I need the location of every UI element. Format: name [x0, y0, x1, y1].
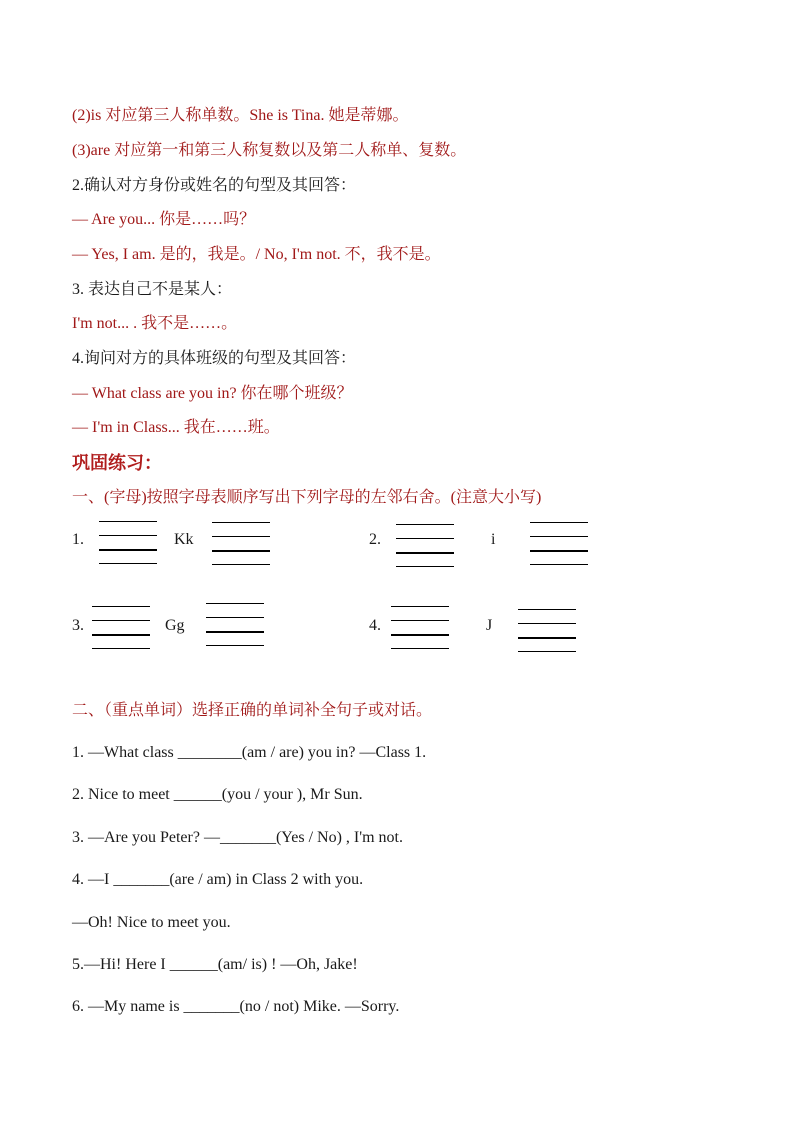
question-2: 2. Nice to meet ______(you / your ), Mr Sun.	[72, 786, 363, 803]
practice-title: 巩固练习：	[72, 453, 162, 473]
letter-item-number: 2.	[369, 531, 381, 548]
note-is-third-person: (2)is 对应第三人称单数。She is Tina. 她是蒂娜。	[72, 107, 409, 124]
answer-blank[interactable]	[391, 606, 449, 650]
heading-confirm-identity: 2.确认对方身份或姓名的句型及其回答：	[72, 177, 357, 194]
answer-blank[interactable]	[92, 606, 150, 650]
letter-item-number: 3.	[72, 617, 84, 634]
given-letter: J	[486, 617, 493, 634]
answer-blank[interactable]	[530, 522, 588, 566]
question-1: 1. —What class ________(am / are) you in? —Class 1.	[72, 744, 427, 761]
letter-item-number: 4.	[369, 617, 381, 634]
heading-not-someone: 3. 表达自己不是某人：	[72, 281, 233, 298]
question-5: 5.—Hi! Here I ______(am/ is) ! —Oh, Jake!	[72, 956, 358, 973]
answer-blank[interactable]	[518, 609, 576, 653]
pattern-yes-no-answer: — Yes, I am. 是的，我是。/ No, I'm not. 不，我不是。	[72, 246, 441, 263]
given-letter: i	[491, 531, 496, 548]
answer-blank[interactable]	[99, 521, 157, 565]
letter-item-number: 1.	[72, 531, 84, 548]
pattern-im-not: I'm not... . 我不是……。	[72, 315, 238, 332]
section1-title: 一、(字母)按照字母表顺序写出下列字母的左邻右舍。(注意大小写)	[72, 489, 542, 506]
question-4-reply: —Oh! Nice to meet you.	[72, 914, 231, 931]
question-6: 6. —My name is _______(no / not) Mike. —Sorry.	[72, 998, 400, 1015]
note-are-plural: (3)are 对应第一和第三人称复数以及第二人称单、复数。	[72, 142, 467, 159]
answer-blank[interactable]	[212, 522, 270, 566]
question-3: 3. —Are you Peter? —_______(Yes / No) , I'm not.	[72, 829, 403, 846]
answer-blank[interactable]	[396, 524, 454, 568]
heading-ask-class: 4.询问对方的具体班级的句型及其回答：	[72, 350, 357, 367]
pattern-are-you: — Are you... 你是……吗？	[72, 211, 256, 228]
question-4: 4. —I _______(are / am) in Class 2 with you.	[72, 871, 364, 888]
given-letter: Gg	[165, 617, 185, 634]
pattern-in-class: — I'm in Class... 我在……班。	[72, 419, 280, 436]
given-letter: Kk	[174, 531, 194, 548]
answer-blank[interactable]	[206, 603, 264, 647]
section2-title: 二、（重点单词）选择正确的单词补全句子或对话。	[72, 702, 433, 719]
pattern-what-class: — What class are you in? 你在哪个班级？	[72, 385, 353, 402]
